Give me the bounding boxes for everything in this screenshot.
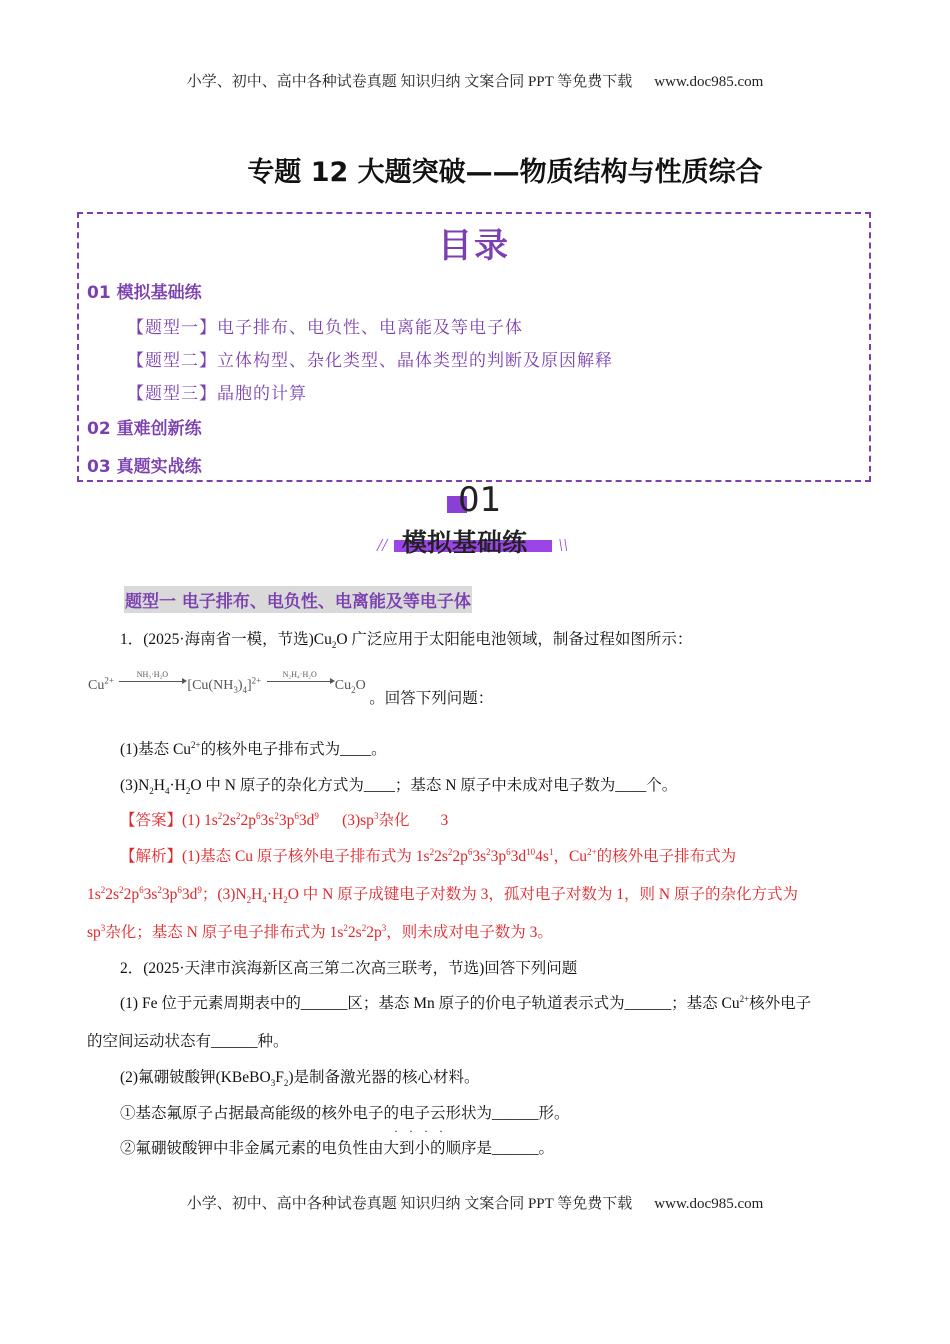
text-segment: ，则未成对电子数为 3。 (386, 924, 553, 941)
eq-text: ] (246, 678, 252, 693)
text-sup: 2 (100, 884, 106, 895)
text-segment: 3s (260, 812, 275, 829)
text-segment: 3p (278, 812, 295, 829)
text-line (120, 844, 736, 866)
page-footer (0, 1192, 950, 1213)
text-sup: 1 (548, 846, 554, 857)
toc-item[interactable]: 02 重难创新练 (87, 419, 202, 439)
text-line (120, 1065, 479, 1088)
eq-sup: 2+ (251, 675, 262, 686)
text-segment: H (153, 777, 165, 794)
text-line (87, 882, 798, 905)
text-segment: 3d (298, 812, 315, 829)
eq-sub: 4 (242, 684, 247, 695)
text-segment: F (275, 1069, 284, 1086)
reaction-arrow-icon (119, 670, 185, 682)
toc-heading: 目录 (438, 226, 510, 266)
page-header (0, 70, 950, 91)
text-sup: 2 (429, 846, 435, 857)
text-segment: 2s (434, 848, 448, 865)
text-sup: 6 (506, 846, 511, 857)
eq-sub: 2 (351, 684, 356, 695)
text-segment: ·H (266, 886, 284, 903)
reaction-arrow-icon (267, 670, 333, 682)
text-sup: 6 (256, 810, 261, 821)
text-segment: O 广泛应用于太阳能电池领域，制备过程如图所示： (336, 631, 693, 648)
text-sup: 9 (314, 810, 319, 821)
text-segment: ，Cu (553, 848, 588, 865)
text-sup: 6 (177, 884, 182, 895)
text-segment: 2p (123, 886, 140, 903)
eq-text: O (355, 678, 366, 693)
text-segment: ；(3)N (201, 886, 247, 903)
text-segment: ②氟硼铍酸钾中非金属元素的电负性由大到小的顺序是______。 (120, 1140, 555, 1157)
text-segment: sp (87, 924, 101, 941)
text-segment: (3)N (120, 777, 150, 794)
text-sub: 2 (283, 1078, 289, 1089)
text-segment: 杂化 3 (378, 812, 449, 829)
text-sub: 2 (149, 786, 154, 797)
text-segment: 3d (181, 886, 198, 903)
toc-item[interactable]: 【题型三】晶胞的计算 (127, 384, 307, 404)
text-sub: 2 (185, 786, 191, 797)
text-line (120, 773, 677, 796)
text-segment: (1)基态 Cu (120, 741, 192, 758)
text-sup: 2+ (191, 739, 201, 750)
text-line (120, 737, 387, 759)
text-segment: 的核外电子排布式为 (596, 848, 737, 865)
text-line (87, 1029, 289, 1051)
text-segment: (1) Fe 位于元素周期表中的______区；基态 Mn 原子的价电子轨道表示式为______；基态 Cu (120, 995, 740, 1012)
text-segment: 核外电子 (749, 995, 812, 1012)
text-segment: 4s (535, 848, 549, 865)
header-site: www.doc985.com (654, 74, 764, 90)
text-sub: 2 (246, 895, 252, 906)
text-segment: (2)氟硼铍酸钾(KBeBO (120, 1069, 271, 1086)
text-sup: 2 (361, 922, 367, 933)
text-sup: 3 (381, 922, 387, 933)
text-sup: 2 (217, 810, 223, 821)
eq-text: ) (237, 678, 243, 693)
text-sup: 6 (294, 810, 299, 821)
text-segment: 【解析】(1)基态 Cu 原子核外电子排布式为 1s (120, 848, 430, 865)
eq-reagent: NH₃·H₂O (136, 670, 169, 680)
text-line (120, 627, 692, 650)
text-segment: H (251, 886, 263, 903)
footer-text: 小学、初中、高中各种试卷真题 知识归纳 文案合同 PPT 等免费下载 (186, 1196, 633, 1212)
text-segment: 3p (490, 848, 507, 865)
toc-item[interactable]: 01 模拟基础练 (87, 283, 202, 303)
text-segment: 2p (366, 924, 382, 941)
text-sup: 6 (139, 884, 144, 895)
text-sub: 2 (331, 640, 337, 651)
footer-site: www.doc985.com (654, 1196, 764, 1212)
text-segment: 2p (452, 848, 468, 865)
text-segment: ①基态氟原子占据最高能级的核外电子的电子云形状为______形。 (120, 1105, 570, 1122)
text-line (87, 920, 553, 942)
text-segment: O 中 N 原子成键电子对数为 3，孤对电子对数为 1，则 N 原子的杂化方式为 (287, 886, 798, 903)
text-segment: 2p (240, 812, 257, 829)
text-segment: O 中 N 原子的杂化方式为____；基态 N 原子中未成对电子数为____个。 (190, 777, 678, 794)
eq-tail: 。回答下列问题： (369, 690, 494, 707)
text-segment: 2s (105, 886, 120, 903)
text-segment: )是制备激光器的核心材料。 (288, 1069, 480, 1086)
eq-sub: 3 (233, 684, 238, 695)
text-sup: 2 (274, 810, 279, 821)
text-sub: 4 (262, 895, 267, 906)
text-sup: 6 (467, 846, 473, 857)
toc-item[interactable]: 【题型二】立体构型、杂化类型、晶体类型的判断及原因解释 (127, 351, 613, 371)
text-segment: 的空间运动状态有______种。 (87, 1033, 289, 1050)
eq-sup: 2+ (104, 675, 114, 686)
text-segment: (3)sp (318, 812, 374, 829)
text-sup: 2 (236, 810, 241, 821)
header-text: 小学、初中、高中各种试卷真题 知识归纳 文案合同 PPT 等免费下载 (186, 74, 633, 90)
text-sub: 3 (270, 1078, 276, 1089)
emphasis-dots: ···· (394, 1124, 454, 1138)
text-segment: ·H (169, 777, 186, 794)
section-number: 01 (458, 480, 502, 520)
section-title: 模拟基础练 (402, 528, 528, 557)
text-sup: 2+ (739, 993, 750, 1004)
document-title: 专题 12 大题突破——物质结构与性质综合 (247, 157, 763, 188)
text-sup: 2 (447, 846, 453, 857)
text-segment: 1s (87, 886, 101, 903)
table-of-contents (77, 212, 871, 482)
text-segment: 3s (143, 886, 158, 903)
text-line (120, 1136, 554, 1158)
text-line (120, 991, 811, 1013)
text-line (120, 956, 577, 978)
text-sup: 3 (100, 922, 106, 933)
eq-text: Cu (88, 678, 105, 693)
eq-text: Cu (334, 678, 352, 693)
text-segment: 的核外电子排布式为____。 (200, 741, 387, 758)
eq-reagent: N₂H₄·H₂O (282, 670, 317, 680)
text-line (120, 1101, 570, 1123)
text-sup: 10 (526, 846, 536, 857)
reaction-equation (88, 670, 494, 707)
text-segment: 1．(2025·海南省一模，节选)Cu (120, 631, 332, 648)
text-sup: 2 (486, 846, 491, 857)
text-segment: 3p (161, 886, 178, 903)
toc-item[interactable]: 【题型一】电子排布、电负性、电离能及等电子体 (127, 318, 523, 338)
text-sup: 2 (119, 884, 124, 895)
toc-item[interactable]: 03 真题实战练 (87, 457, 202, 477)
text-sup: 3 (373, 810, 379, 821)
question-type-heading: 题型一 电子排布、电负性、电离能及等电子体 (124, 586, 472, 613)
text-sub: 4 (164, 786, 170, 797)
slash-decoration: \\ (558, 535, 569, 555)
text-segment: 2．(2025·天津市滨海新区高三第二次高三联考，节选)回答下列问题 (120, 960, 578, 977)
text-segment: 【答案】(1) 1s (120, 812, 218, 829)
text-sup: 2+ (587, 846, 597, 857)
text-sup: 9 (197, 884, 202, 895)
text-line (120, 808, 448, 830)
text-sup: 2 (157, 884, 162, 895)
text-segment: 2s (347, 924, 362, 941)
text-segment: 2s (222, 812, 237, 829)
eq-text: [Cu(NH (187, 678, 234, 693)
text-segment: 杂化；基态 N 原子电子排布式为 1s (105, 924, 344, 941)
text-segment: 3s (472, 848, 487, 865)
text-sup: 2 (343, 922, 348, 933)
text-segment: 3d (510, 848, 527, 865)
text-sub: 2 (283, 895, 288, 906)
slash-decoration: // (377, 535, 388, 555)
